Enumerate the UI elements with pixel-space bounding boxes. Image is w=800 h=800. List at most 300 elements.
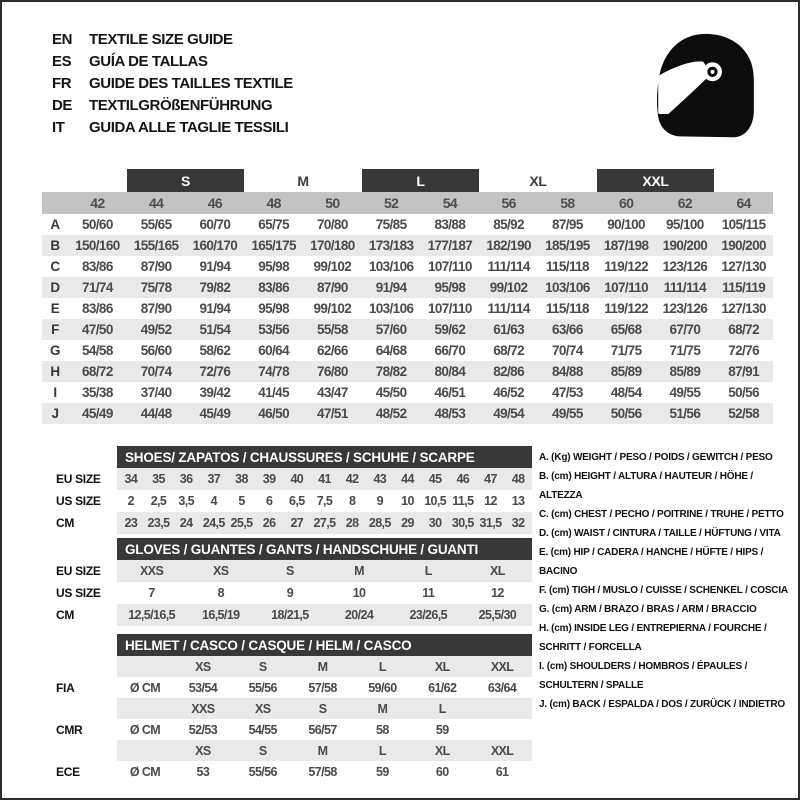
measurement-cell: 47/50 [81,322,113,337]
size-value: 28 [345,516,359,530]
measurement-cell: 182/190 [486,238,531,253]
measurement-cell: 105/115 [721,217,766,232]
size-value: 31,5 [479,516,502,530]
section-label-spacer [42,740,117,761]
section-row-values [117,582,532,604]
helmet-standard-label: CMR [56,722,83,737]
size-number-row [42,192,773,214]
size-value: 2 [127,494,134,508]
size-value: 18/21,5 [271,608,309,622]
measurement-cell: 55/58 [316,322,348,337]
helmet-size-label: M [317,743,328,758]
helmet-values [117,719,532,740]
measurement-cell: 46/51 [434,385,466,400]
measurement-cell: 82/86 [493,364,525,379]
measurement-row [42,361,773,382]
size-value: 10 [401,494,414,508]
language-row [52,28,293,50]
textile-size-guide-page [2,2,798,798]
helmet-size-label: XXS [191,701,215,716]
helmet-size-value: 53 [196,764,210,779]
helmet-size-value: 61/62 [428,680,457,695]
size-value: 40 [290,472,304,486]
size-band-spacer [714,169,773,192]
size-band-xl: XL [529,172,547,189]
section-label-spacer [42,698,117,719]
measurement-cell: 46/52 [493,385,525,400]
measurement-cell: 37/40 [140,385,172,400]
measurement-cell: 72/76 [199,364,231,379]
measurement-cell: 85/89 [610,364,642,379]
size-value: 46 [456,472,470,486]
size-value: L [424,564,432,578]
measurement-cell: 50/56 [728,385,760,400]
language-row [52,116,293,138]
measurement-cell: 78/82 [375,364,407,379]
measurement-cell: 53/56 [258,322,290,337]
row-letter: I [53,385,57,400]
size-value: 30,5 [451,516,474,530]
unit-spacer [117,656,173,677]
size-number: 56 [501,195,516,211]
size-value: 27,5 [313,516,336,530]
legend-item: A. (Kg) WEIGHT / PESO / POIDS / GEWITCH / PESO [539,452,773,463]
measurement-cell: 49/55 [551,406,583,421]
helmet-size-value: 59/60 [368,680,397,695]
measurement-cell: 127/130 [721,301,766,316]
measurement-cell: 111/114 [487,301,530,316]
size-value: 24,5 [202,516,225,530]
measurement-cell: 58/62 [199,343,231,358]
measurement-cell: 60/64 [258,343,290,358]
helmet-size-value: 58 [376,722,389,737]
measurement-legend [539,448,797,714]
racing-helmet-icon [647,24,759,142]
measurement-cell: 87/90 [140,259,172,274]
helmet-size-value: 60 [435,764,449,779]
size-value: 28,5 [368,516,391,530]
measurement-cell: 35/38 [81,385,113,400]
measurement-cell: 75/85 [375,217,407,232]
measurement-cell: 95/100 [666,217,704,232]
size-value: 38 [235,472,248,486]
helmet-value-row [42,761,772,782]
section-row-label: CM [56,516,75,530]
measurement-cell: 90/100 [607,217,645,232]
legend-item: D. (cm) WAIST / CINTURA / TAILLE / HÜFTUNG / VITA [539,528,781,539]
helmet-size-label: XL [434,659,450,674]
measurement-cell: 45/50 [375,385,407,400]
size-value: 5 [238,494,245,508]
size-value: 23 [124,516,138,530]
size-band-m: M [297,172,309,189]
section-row-label: US SIZE [56,494,101,508]
measurement-cell: 95/98 [434,280,466,295]
measurement-cell: 62/66 [316,343,348,358]
measurement-cell: 187/198 [603,238,649,253]
language-title: TEXTILGRÖßENFÜHRUNG [89,96,273,114]
row-letter: F [51,322,59,337]
language-code: EN [52,30,73,48]
size-number: 64 [736,195,751,211]
helmet-size-label: XXL [490,743,514,758]
size-value: 26 [262,516,276,530]
legend-item: I. (cm) SHOULDERS / HOMBROS / ÉPAULES / SCHULTERN / SPALLE [539,661,748,691]
measurement-cell: 99/102 [489,280,528,295]
measurement-cell: 99/102 [313,301,352,316]
measurement-cell: 103/106 [368,259,414,274]
measurement-cell: 49/55 [669,385,701,400]
size-value: 10,5 [424,494,447,508]
section-row-label: CM [56,608,75,622]
measurement-cell: 185/195 [545,238,590,253]
measurement-cell: 91/94 [199,259,231,274]
measurement-cell: 66/70 [434,343,466,358]
section-row-values [117,604,532,626]
size-value: 41 [318,472,331,486]
language-code: DE [52,96,73,114]
size-number: 42 [90,195,105,211]
size-value: 34 [124,472,138,486]
helmet-size-label: L [378,659,386,674]
measurement-cell: 83/86 [81,259,113,274]
row-letter: J [51,406,59,421]
size-number: 60 [618,195,634,211]
measurement-cell: 75/78 [140,280,172,295]
measurement-cell: 63/66 [551,322,583,337]
row-letter: H [50,364,60,379]
size-value: 12 [491,586,504,600]
measurement-cell: 123/126 [662,259,708,274]
measurement-row [42,256,773,277]
measurement-row [42,382,773,403]
measurement-cell: 87/91 [728,364,760,379]
helmet-size-label: XS [255,701,271,716]
legend-item: C. (cm) CHEST / PECHO / POITRINE / TRUHE / PETTO [539,509,784,520]
size-value: 29 [401,516,414,530]
measurement-cell: 115/118 [545,259,589,274]
helmet-size-label: L [378,743,386,758]
measurement-cell: 85/89 [669,364,701,379]
measurement-cell: 107/110 [427,301,472,316]
helmet-size-value: 56/57 [308,722,337,737]
measurement-row [42,235,773,256]
size-value: 45 [428,472,442,486]
size-value: 24 [179,516,193,530]
size-value: S [286,564,294,578]
unit-spacer [117,698,173,719]
measurement-cell: 80/84 [434,364,466,379]
row-letter: D [50,280,60,295]
legend-item: H. (cm) INSIDE LEG / ENTREPIERNA / FOURCHE / SCHRITT / FORCELLA [539,623,767,653]
measurement-cell: 49/52 [140,322,172,337]
helmet-values [117,677,532,698]
size-number: 44 [148,195,164,211]
helmet-size-value: 55/56 [248,680,277,695]
measurement-cell: 60/70 [199,217,231,232]
size-number: 62 [677,195,693,211]
section-row-label: US SIZE [56,586,101,600]
measurement-cell: 47/53 [551,385,583,400]
helmet-size-value: 55/56 [248,764,277,779]
size-band-l: L [362,169,480,192]
row-letter: A [50,217,60,232]
unit-spacer [117,740,173,761]
language-list [52,28,293,138]
language-code: ES [52,52,72,70]
helmet-standard-label: ECE [56,764,80,779]
language-row [52,50,293,72]
section-row-values [117,560,532,582]
measurement-cell: 47/51 [316,406,348,421]
helmet-unit-label: Ø CM [129,764,161,779]
measurement-cell: 87/90 [140,301,172,316]
helmet-size-labels [117,740,532,761]
row-letter: C [50,259,60,274]
helmet-unit-label: Ø CM [129,722,161,737]
helmet-size-value: 61 [495,764,509,779]
measurement-row [42,340,773,361]
measurement-cell: 95/98 [258,259,290,274]
helmet-size-label: XL [434,743,450,758]
size-value: 37 [207,472,221,486]
size-cell-spacer [42,192,68,214]
measurement-cell: 41/45 [258,385,290,400]
size-value: 11,5 [452,494,474,508]
measurement-cell: 95/98 [258,301,290,316]
size-value: 7,5 [316,494,333,508]
helmet-size-label: M [377,701,388,716]
size-value: XL [490,564,505,578]
measurement-cell: 190/200 [662,238,708,253]
size-value: 47 [484,472,497,486]
size-value: 12,5/16,5 [128,608,175,622]
row-letter: G [50,343,60,358]
legend-item: B. (cm) HEIGHT / ALTURA / HAUTEUR / HÖHE / ALTEZZA [539,471,754,501]
legend-item: F. (cm) TIGH / MUSLO / CUISSE / SCHENKEL / COSCIA [539,585,788,596]
size-value: 36 [179,472,193,486]
language-title: GUIDA ALLE TAGLIE TESSILI [89,118,289,136]
measurement-cell: 48/52 [375,406,407,421]
section-row-label: EU SIZE [56,472,101,486]
section-row-values [117,490,532,512]
measurement-cell: 173/183 [368,238,414,253]
measurement-cell: 103/106 [368,301,414,316]
size-value: 43 [373,472,387,486]
size-value: M [354,564,364,578]
size-value: 9 [376,494,383,508]
measurement-row [42,403,773,424]
measurement-cell: 119/122 [604,259,649,274]
textile-size-table [42,169,773,424]
measurement-cell: 91/94 [375,280,407,295]
measurement-cell: 68/72 [493,343,525,358]
measurement-cell: 46/50 [258,406,290,421]
measurement-cell: 99/102 [313,259,352,274]
helmet-standard-label: FIA [56,680,75,695]
measurement-cell: 160/170 [192,238,238,253]
size-number: 54 [442,195,458,211]
measurement-cell: 71/75 [610,343,642,358]
measurement-cell: 43/47 [316,385,348,400]
measurement-cell: 61/63 [493,322,525,337]
section-row-values [117,468,532,490]
helmet-size-value: 57/58 [308,680,337,695]
measurement-cell: 48/53 [434,406,466,421]
measurement-cell: 165/175 [251,238,296,253]
helmet-value-row [42,719,772,740]
size-value: 35 [152,472,165,486]
helmet-size-labels [117,656,532,677]
measurement-cell: 123/126 [662,301,708,316]
measurement-cell: 85/92 [493,217,525,232]
size-value: 11 [422,586,435,600]
measurement-cell: 87/95 [551,217,583,232]
size-value: 13 [511,494,525,508]
helmet-size-value: 59 [435,722,449,737]
size-value: 6,5 [289,494,305,508]
language-title: GUIDE DES TAILLES TEXTILE [89,74,293,92]
size-value: 10 [352,586,366,600]
measurement-cell: 50/56 [610,406,642,421]
measurement-cell: 111/114 [663,280,707,295]
measurement-cell: 52/58 [728,406,760,421]
measurement-cell: 107/110 [604,280,649,295]
size-value: 30 [428,516,442,530]
size-band-s: S [127,169,245,192]
row-letter: E [50,301,60,316]
measurement-cell: 127/130 [721,259,766,274]
measurement-cell: 44/48 [140,406,172,421]
size-number: 46 [207,195,223,211]
legend-item: E. (cm) HIP / CADERA / HANCHE / HÜFTE / HIPS / BACINO [539,547,764,577]
size-number: 48 [266,195,281,211]
measurement-cell: 111/114 [487,259,530,274]
size-value: 7 [148,586,155,600]
helmet-unit-label: Ø CM [129,680,161,695]
measurement-row [42,298,773,319]
measurement-row [42,319,773,340]
measurement-cell: 50/60 [81,217,113,232]
section-label-spacer [42,538,117,560]
measurement-cell: 72/76 [728,343,760,358]
size-value: 42 [345,472,359,486]
legend-item: J. (cm) BACK / ESPALDA / DOS / ZURÜCK / INDIETRO [539,699,785,710]
measurement-cell: 68/72 [81,364,113,379]
section-row-label: EU SIZE [56,564,101,578]
section-title: SHOES/ ZAPATOS / CHAUSSURES / SCHUHE / SCARPE [117,446,532,468]
size-value: 44 [401,472,414,486]
language-code: IT [52,118,65,136]
measurement-cell: 59/62 [434,322,466,337]
measurement-cell: 74/78 [258,364,290,379]
measurement-cell: 70/74 [140,364,172,379]
size-value: 2,5 [150,494,167,508]
measurement-cell: 67/70 [669,322,701,337]
language-row [52,94,293,116]
size-band-xxl: XXL [597,169,715,192]
section-label-spacer [42,634,117,656]
size-value: 16,5/19 [201,608,240,622]
language-title: TEXTILE SIZE GUIDE [89,30,233,48]
measurement-cell: 48/54 [610,385,642,400]
measurement-cell: 71/75 [669,343,701,358]
size-value: 39 [262,472,276,486]
helmet-size-label: S [258,659,267,674]
size-band-row [42,169,773,192]
measurement-cell: 87/90 [316,280,348,295]
measurement-cell: 65/68 [610,322,642,337]
measurement-cell: 68/72 [728,322,760,337]
measurement-cell: 84/88 [551,364,583,379]
measurement-cell: 115/119 [722,280,766,295]
helmet-values [117,761,532,782]
size-value: 4 [210,494,217,508]
helmet-size-label: L [438,701,446,716]
measurement-cell: 54/58 [81,343,113,358]
helmet-size-value: 52/53 [188,722,218,737]
measurement-cell: 103/106 [545,280,590,295]
size-value: 27 [290,516,304,530]
measurement-cell: 49/54 [493,406,525,421]
size-value: XS [213,564,229,578]
measurement-cell: 83/86 [258,280,290,295]
measurement-cell: 83/88 [434,217,466,232]
measurement-cell: 150/160 [75,238,120,253]
language-code: FR [52,74,72,92]
measurement-cell: 155/165 [133,238,179,253]
size-band-spacer [42,169,127,192]
size-value: 6 [265,494,273,508]
measurement-cell: 51/56 [669,406,701,421]
measurement-cell: 65/75 [258,217,290,232]
helmet-size-label: S [318,701,327,716]
measurement-cell: 76/80 [316,364,348,379]
helmet-size-value: 57/58 [308,764,337,779]
section-label-spacer [42,446,117,468]
size-number: 52 [383,195,399,211]
measurement-row [42,214,773,235]
measurement-row [42,277,773,298]
helmet-size-value: 54/55 [248,722,277,737]
measurement-cell: 45/49 [199,406,231,421]
measurement-cell: 107/110 [427,259,472,274]
measurement-cell: 91/94 [199,301,231,316]
measurement-cell: 57/60 [375,322,407,337]
size-value: 3,5 [178,494,194,508]
measurement-cell: 64/68 [375,343,407,358]
helmet-size-header-row [42,740,772,761]
size-value: 8 [348,494,356,508]
language-title: GUÍA DE TALLAS [89,52,208,70]
section-title: HELMET / CASCO / CASQUE / HELM / CASCO [117,634,532,656]
section-row-values [117,512,532,534]
measurement-cell: 190/200 [721,238,766,253]
size-value: 48 [511,472,525,486]
section-label-spacer [42,656,117,677]
measurement-cell: 115/118 [545,301,589,316]
size-value: 9 [286,586,294,600]
measurement-cell: 55/65 [140,217,172,232]
measurement-cell: 83/86 [81,301,113,316]
measurement-cell: 177/187 [427,238,473,253]
helmet-size-label [472,698,532,719]
size-value: XXS [139,564,164,578]
size-value: 12 [484,494,497,508]
size-value: 8 [217,586,224,600]
helmet-size-label: XS [195,659,211,674]
measurement-cell: 170/180 [310,238,355,253]
